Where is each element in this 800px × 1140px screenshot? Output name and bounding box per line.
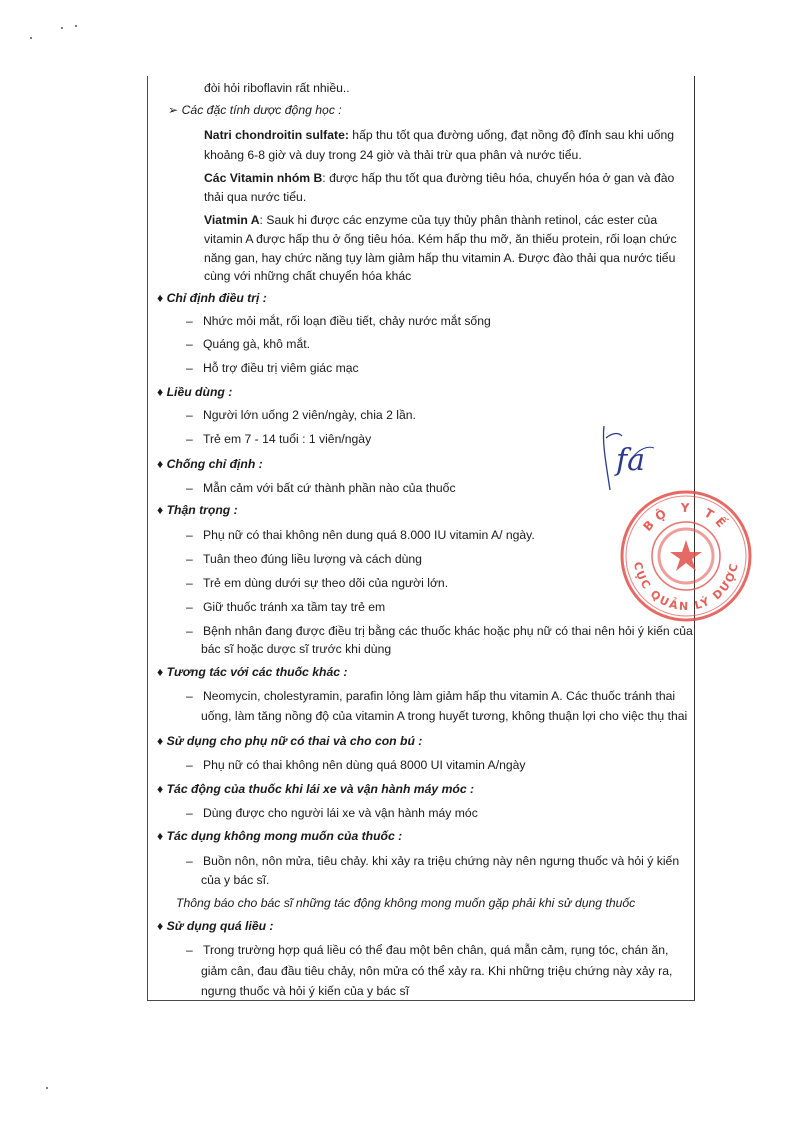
section-dosage <box>157 384 232 400</box>
section-heading: Tác động của thuốc khi lái xe và vận hành máy móc : <box>166 782 475 796</box>
section-heading: Thận trọng : <box>166 503 238 517</box>
scan-speck <box>61 27 63 29</box>
vitamin-b-line-2: thải qua nước tiểu. <box>204 190 307 204</box>
diamond-bullet-icon: ♦ <box>157 734 164 748</box>
section-heading: Tương tác với các thuốc khác : <box>166 665 348 679</box>
list-item: – Bệnh nhân đang được điều trị bằng các thuốc khác hoặc phụ nữ có thai nên hỏi ý kiến của <box>186 624 693 638</box>
section-heading: Các đặc tính dược động học : <box>181 103 342 117</box>
diamond-bullet-icon: ♦ <box>157 503 164 517</box>
vitamin-a-line-1: Viatmin A: Sauk hi được các enzyme của tụy thủy phân thành retinol, các ester của <box>204 213 658 227</box>
section-precautions <box>157 502 238 518</box>
section-heading: Sử dụng quá liều : <box>166 919 274 933</box>
list-item: – Phụ nữ có thai không nên dung quá 8.000 IU vitamin A/ ngày. <box>186 528 535 542</box>
scan-speck <box>46 1087 48 1089</box>
list-item: – Quáng gà, khô mắt. <box>186 337 310 351</box>
list-item: – Giữ thuốc tránh xa tầm tay trẻ em <box>186 600 386 614</box>
diamond-bullet-icon: ♦ <box>157 665 164 679</box>
section-pregnancy <box>157 733 422 749</box>
section-heading: Chỉ định điều trị : <box>166 291 267 305</box>
chondroitin-label: Natri chondroitin sulfate: <box>204 128 349 142</box>
stamp-star-icon <box>670 540 702 571</box>
arrow-icon: ➢ <box>168 103 179 117</box>
list-item-continuation: giảm cân, đau đầu tiêu chảy, nôn mửa có thể xảy ra. Khi những triệu chứng này xảy ra, <box>201 964 673 978</box>
stamp-bottom-text: CỤC QUẢN LÝ DƯỢC <box>631 560 741 614</box>
list-item: – Dùng được cho người lái xe và vận hành máy móc <box>186 806 478 820</box>
list-item: – Trẻ em dùng dưới sự theo dõi của người lớn. <box>186 576 449 590</box>
official-stamp <box>614 484 754 624</box>
section-pharmacokinetics <box>168 102 342 118</box>
list-item: – Người lớn uống 2 viên/ngày, chia 2 lần. <box>186 408 416 422</box>
list-item: – Trẻ em 7 - 14 tuổi : 1 viên/ngày <box>186 432 372 446</box>
list-item: – Mẫn cảm với bất cứ thành phần nào của thuốc <box>186 481 456 495</box>
stamp-top-text: BỘ Y TẾ <box>640 500 732 534</box>
diamond-bullet-icon: ♦ <box>157 385 164 399</box>
section-heading: Sử dụng cho phụ nữ có thai và cho con bú : <box>166 734 423 748</box>
list-item: – Tuân theo đúng liều lượng và cách dùng <box>186 552 422 566</box>
signature-text: fa <box>616 443 645 478</box>
diamond-bullet-icon: ♦ <box>157 829 164 843</box>
section-driving <box>157 781 474 797</box>
section-contraindications <box>157 456 263 472</box>
list-item-continuation: của y bác sĩ. <box>201 873 270 887</box>
vitamin-a-line-2: vitamin A được hấp thu ở ống tiêu hóa. Kém hấp thu mỡ, ăn thiếu protein, rối loạn chức <box>204 232 677 246</box>
diamond-bullet-icon: ♦ <box>157 782 164 796</box>
list-item-continuation: ngưng thuốc và hỏi ý kiến của y bác sĩ <box>201 984 410 998</box>
section-heading: Liều dùng : <box>166 385 233 399</box>
chondroitin-line-2: khoảng 6-8 giờ và duy trong 24 giờ và thải trừ qua phân và nước tiểu. <box>204 148 582 162</box>
diamond-bullet-icon: ♦ <box>157 457 164 471</box>
vitamin-a-label: Viatmin A <box>204 213 260 227</box>
section-heading: Chống chỉ định : <box>166 457 263 471</box>
list-item: – Phụ nữ có thai không nên dùng quá 8000 UI vitamin A/ngày <box>186 758 526 772</box>
section-overdose <box>157 918 273 934</box>
side-effects-note: Thông báo cho bác sĩ những tác động không mong muốn gặp phải khi sử dụng thuốc <box>176 896 636 910</box>
list-item: – Buồn nôn, nôn mửa, tiêu chảy. khi xảy ra triệu chứng này nên ngưng thuốc và hỏi ý kiến <box>186 854 680 868</box>
section-heading: Tác dụng không mong muốn của thuốc : <box>166 829 403 843</box>
diamond-bullet-icon: ♦ <box>157 291 164 305</box>
list-item-continuation: uống, làm tăng nồng độ của vitamin A trong huyết tương, không thuận lợi cho việc thụ thai <box>201 709 688 723</box>
vitamin-b-label: Các Vitamin nhóm B <box>204 171 323 185</box>
section-interactions <box>157 664 347 680</box>
list-item: – Trong trường hợp quá liều có thể đau một bên chân, quá mẫn cảm, rụng tóc, chán ăn, <box>186 943 669 957</box>
list-item: – Hỗ trợ điều trị viêm giác mạc <box>186 361 359 375</box>
lead-text: đòi hỏi riboflavin rất nhiều.. <box>204 81 350 95</box>
vitamin-a-line-3: năng gan, hay chức năng tụy làm giảm hấp thu vitamin A. Được đào thải qua nước tiểu <box>204 251 676 265</box>
scan-speck <box>30 37 32 39</box>
vitamin-b-line-1: Các Vitamin nhóm B: được hấp thu tốt qua đường tiêu hóa, chuyển hóa ở gan và đào <box>204 171 675 185</box>
scan-speck <box>75 25 77 27</box>
list-item-continuation: bác sĩ hoặc dược sĩ trước khi dùng <box>201 642 392 656</box>
diamond-bullet-icon: ♦ <box>157 919 164 933</box>
vitamin-a-line-4: cùng với những chất chuyển hóa khác <box>204 269 412 283</box>
list-item: – Neomycin, cholestyramin, parafin lỏng làm giảm hấp thu vitamin A. Các thuốc tránh thai <box>186 689 676 703</box>
list-item: – Nhức mỏi mắt, rối loạn điều tiết, chảy nước mắt sống <box>186 314 491 328</box>
section-side-effects <box>157 828 402 844</box>
chondroitin-line-1: Natri chondroitin sulfate: hấp thu tốt qua đường uống, đạt nồng độ đỉnh sau khi uống <box>204 128 675 142</box>
section-indications <box>157 290 267 306</box>
